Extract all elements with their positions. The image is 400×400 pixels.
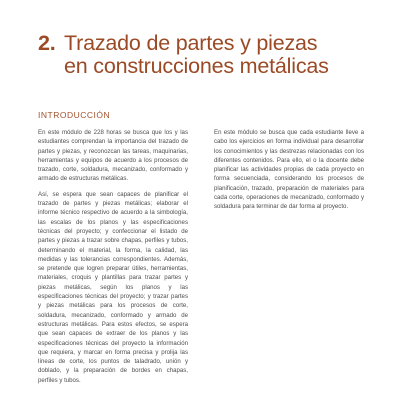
right-column — [214, 128, 364, 218]
left-column — [38, 128, 188, 391]
left-paragraph-2: Así, se espera que sean capaces de planificar el trazado de partes y piezas metálicas; elaborar el informe técnico respectivo de acuerdo a la simbología, las escalas de los planos y las especificaciones técnicas del proyecto; y confeccionar el listado de partes y piezas a trazar sobre chapas, perfiles y tubos, determinando el material, la forma, la calidad, las medidas y las tolerancias correspondientes. Además, se pretende que logren preparar útiles, herramientas, materiales, croquis y plantillas para trazar partes y piezas metálicas, según los planos y las especificaciones técnicas del proyecto; y trazar partes y piezas metálicas para los procesos de corte, soldadura, mecanizado, conformado y armado de estructuras metálicas. Para estos efectos, se espera que sean capaces de extraer de los planos y las especificaciones técnicas del proyecto la información que requiera, y marcar en forma precisa y prolija las líneas de corte, los puntos de taladrado, unión y doblado, y la preparación de bordes en chapas, perfiles y tubos. — [38, 190, 188, 384]
chapter-title-line-2: en construcciones metálicas — [64, 54, 329, 78]
section-title: INTRODUCCIÓN — [38, 110, 111, 120]
right-paragraph-1: En este módulo se busca que cada estudiante lleve a cabo los ejercicios en forma individual para desarrollar los conocimientos y las destrezas relacionadas con los diferentes contenidos. Para ello, el o la docente debe planificar las actividades propias de cada proyecto en forma secuenciada, considerando los procesos de planificación, trazado, preparación de materiales para cada corte, operaciones de mecanizado, conformado y soldadura para terminar de dar forma al proyecto. — [214, 129, 364, 211]
left-paragraph-1: En este módulo de 228 horas se busca que los y las estudiantes comprendan la importancia del trazado de partes y piezas, y reconozcan las tareas, maquinarias, herramientas y equipos de acuerdo a los procesos de trazado, corte, soldadura, mecanizado, conformado y armado de estructuras metálicas. — [38, 129, 188, 183]
chapter-heading — [38, 32, 388, 78]
chapter-number: 2. — [38, 31, 56, 55]
chapter-title-line-1: Trazado de partes y piezas — [64, 31, 318, 55]
